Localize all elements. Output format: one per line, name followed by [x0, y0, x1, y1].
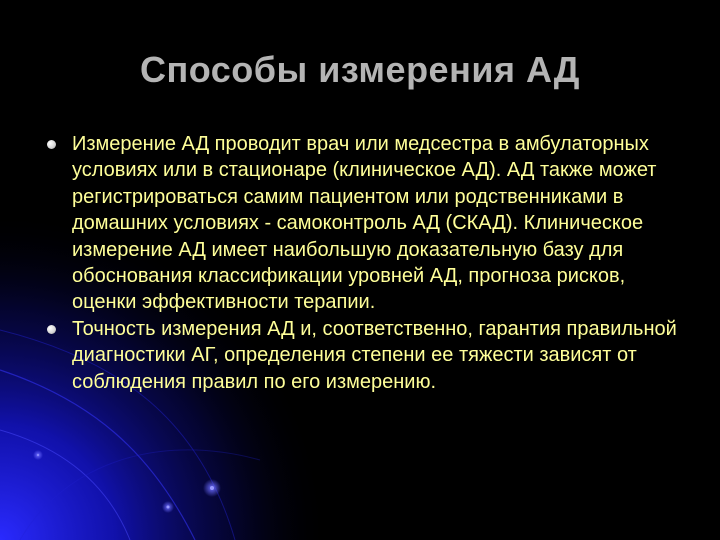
bullet-list: [40, 131, 680, 395]
bullet-dot-icon: [47, 140, 56, 149]
slide-title: Способы измерения АД: [140, 49, 580, 90]
bullet-text: Измерение АД проводит врач или медсестра в амбулаторных условиях или в стационаре (клиническое АД). АД также может регистрироваться самим пациентом или родственниками в домашних условиях - самоконтроль АД (СКАД). Клиническое измерение АД имеет наибольшую доказательную базу для обоснования классификации уровней АД, прогноза рисков, оценки эффективности терапии.: [72, 133, 657, 314]
bullet-text: Точность измерения АД и, соответственно, гарантия правильной диагностики АГ, определения степени ее тяжести зависят от соблюдения правил по его измерению.: [72, 317, 677, 393]
bullet-item: [40, 316, 680, 395]
bullet-dot-icon: [47, 325, 56, 334]
bullet-item: [40, 131, 680, 316]
